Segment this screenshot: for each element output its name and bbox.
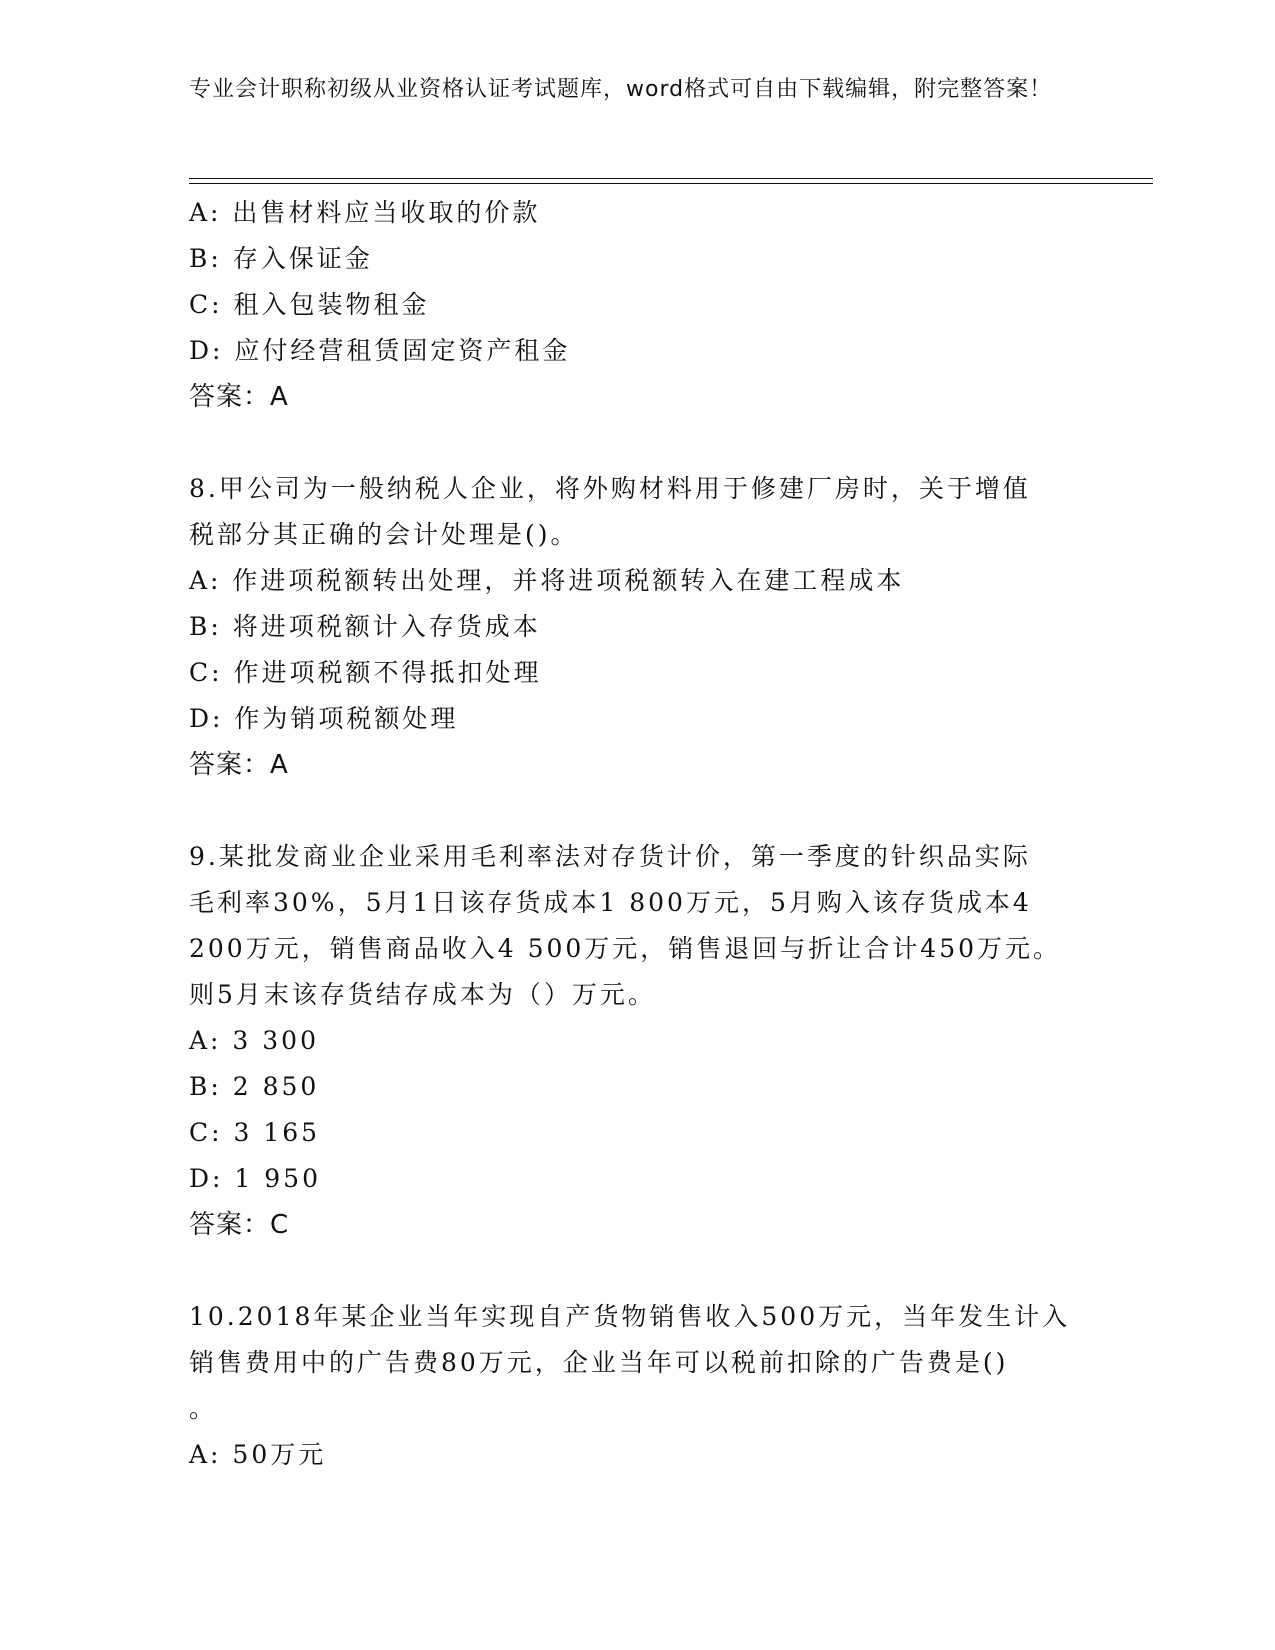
header-rule-top: [189, 178, 1153, 179]
option-b: B: 存入保证金: [189, 244, 373, 273]
document-header: 专业会计职称初级从业资格认证考试题库，word格式可自由下载编辑，附完整答案！: [189, 77, 1053, 102]
option-c: C: 租入包装物租金: [189, 290, 430, 319]
answer-line: 答案：A: [189, 750, 289, 780]
option-d: D: 作为销项税额处理: [189, 704, 459, 733]
question-9: [189, 834, 1089, 1248]
question-stem-line: 则5月末该存货结存成本为（）万元。: [189, 980, 656, 1009]
option-a: A: 作进项税额转出处理，并将进项税额转入在建工程成本: [189, 566, 905, 595]
spacer: [189, 788, 1089, 834]
option-c: C: 作进项税额不得抵扣处理: [189, 658, 542, 687]
answer-line: 答案：C: [189, 1210, 290, 1240]
question-8: [189, 466, 1089, 788]
header-rule-bottom: [189, 183, 1153, 184]
spacer: [189, 1248, 1089, 1294]
question-stem-line: 9.某批发商业企业采用毛利率法对存货计价，第一季度的针织品实际: [189, 842, 1031, 871]
option-d: D: 应付经营租赁固定资产租金: [189, 336, 571, 365]
question-stem-line: 销售费用中的广告费80万元，企业当年可以税前扣除的广告费是(): [189, 1348, 1009, 1377]
option-c: C: 3 165: [189, 1118, 321, 1147]
question-stem-line: 8.甲公司为一般纳税人企业，将外购材料用于修建厂房时，关于增值: [189, 474, 1031, 503]
option-b: B: 2 850: [189, 1072, 320, 1101]
question-stem-line: 。: [189, 1394, 218, 1423]
question-stem-line: 200万元，销售商品收入4 500万元，销售退回与折让合计450万元。: [189, 934, 1062, 963]
option-b: B: 将进项税额计入存货成本: [189, 612, 541, 641]
option-a: A: 50万元: [189, 1440, 327, 1469]
spacer: [189, 420, 1089, 466]
option-d: D: 1 950: [189, 1164, 321, 1193]
question-stem-line: 10.2018年某企业当年实现自产货物销售收入500万元，当年发生计入: [189, 1302, 1071, 1331]
answer-line: 答案：A: [189, 382, 289, 412]
question-list: [189, 190, 1089, 1478]
question-10: [189, 1294, 1089, 1478]
question-stem-line: 税部分其正确的会计处理是()。: [189, 520, 579, 549]
option-a: A: 出售材料应当收取的价款: [189, 198, 541, 227]
question-7: [189, 190, 1089, 420]
option-a: A: 3 300: [189, 1026, 319, 1055]
question-stem-line: 毛利率30%，5月1日该存货成本1 800万元，5月购入该存货成本4: [189, 888, 1032, 917]
